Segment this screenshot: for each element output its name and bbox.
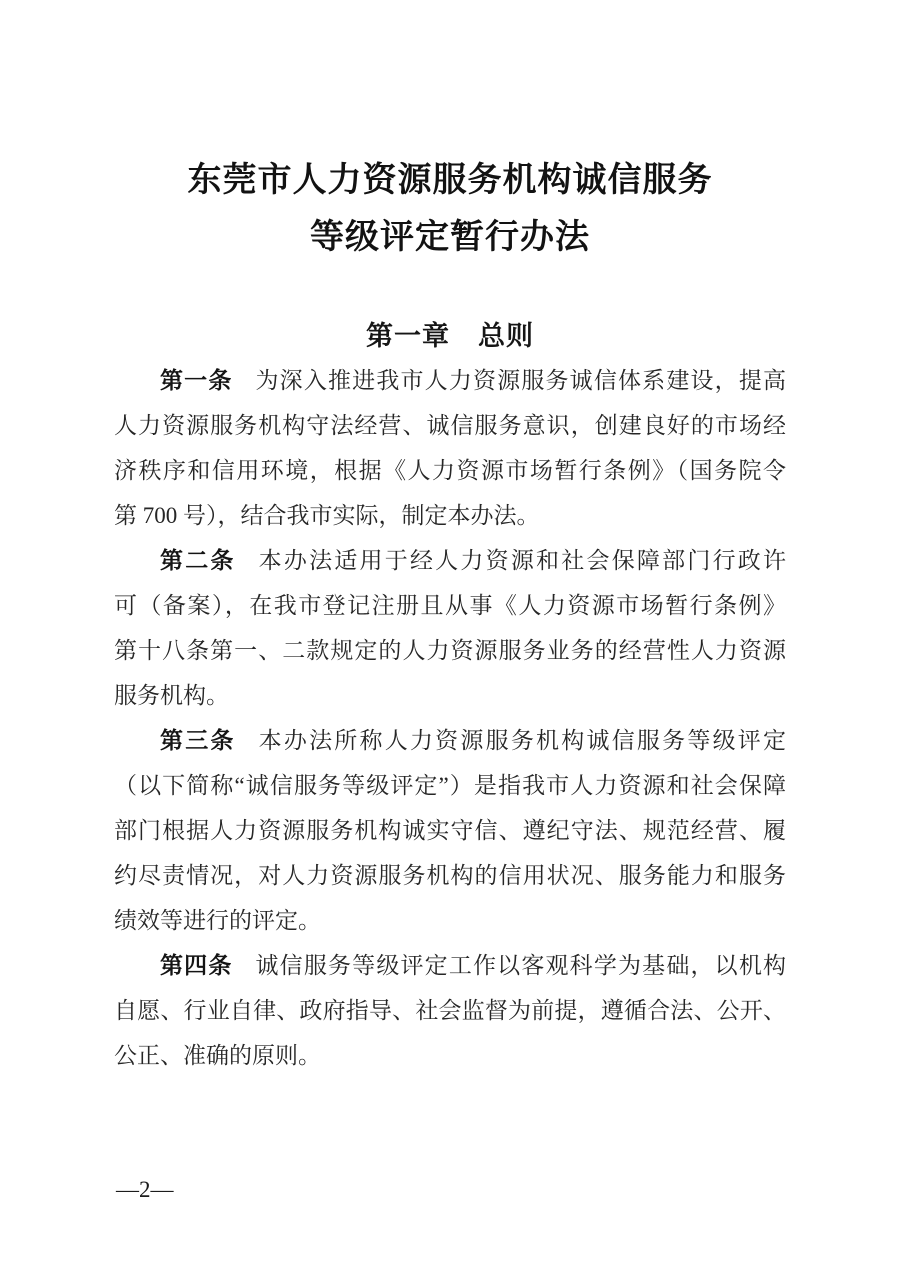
document-title xyxy=(0,0,900,266)
paragraph-line xyxy=(114,943,786,988)
article-label: 第一条 xyxy=(160,368,233,393)
paragraph-line: 自愿、行业自律、政府指导、社会监督为前提，遵循合法、公开、 xyxy=(114,998,786,1023)
paragraph-line: 部门根据人力资源服务机构诚实守信、遵纪守法、规范经营、履 xyxy=(114,818,786,843)
article-paragraph xyxy=(114,943,786,1078)
article-label: 第三条 xyxy=(160,728,236,753)
article-label: 第二条 xyxy=(160,548,236,573)
paragraph-line: 济秩序和信用环境，根据《人力资源市场暂行条例》（国务院令 xyxy=(114,458,786,483)
paragraph-line: 服务机构。 xyxy=(114,683,229,708)
document-body xyxy=(114,358,786,1078)
paragraph-line xyxy=(114,358,786,403)
paragraph-line: 人力资源服务机构守法经营、诚信服务意识，创建良好的市场经 xyxy=(114,413,786,438)
article-paragraph xyxy=(114,718,786,943)
paragraph-line: （以下简称“诚信服务等级评定”）是指我市人力资源和社会保障 xyxy=(114,773,786,798)
article-paragraph xyxy=(114,538,786,718)
paragraph-line: 第 700 号），结合我市实际，制定本办法。 xyxy=(114,503,540,528)
paragraph-line-text: 本办法适用于经人力资源和社会保障部门行政许 xyxy=(258,548,787,573)
paragraph-line-text: 为深入推进我市人力资源服务诚信体系建设，提高 xyxy=(255,368,786,393)
page-number: —2— xyxy=(116,1177,174,1202)
paragraph-line-text: 本办法所称人力资源服务机构诚信服务等级评定 xyxy=(258,728,787,753)
paragraph-line xyxy=(114,718,786,763)
paragraph-line: 约尽责情况，对人力资源服务机构的信用状况、服务能力和服务 xyxy=(114,863,786,888)
document-title-line-2: 等级评定暂行办法 xyxy=(310,219,590,256)
paragraph-line: 公正、准确的原则。 xyxy=(114,1043,321,1068)
paragraph-line-text: 诚信服务等级评定工作以客观科学为基础，以机构 xyxy=(255,953,786,978)
article-paragraph xyxy=(114,358,786,538)
paragraph-line: 第十八条第一、二款规定的人力资源服务业务的经营性人力资源 xyxy=(114,638,786,663)
paragraph-line xyxy=(114,538,786,583)
document-title-line-1: 东莞市人力资源服务机构诚信服务 xyxy=(187,162,713,199)
paragraph-line: 可（备案），在我市登记注册且从事《人力资源市场暂行条例》 xyxy=(114,593,786,618)
article-label: 第四条 xyxy=(160,953,233,978)
paragraph-line: 绩效等进行的评定。 xyxy=(114,908,321,933)
chapter-heading: 第一章 总则 xyxy=(366,321,534,351)
